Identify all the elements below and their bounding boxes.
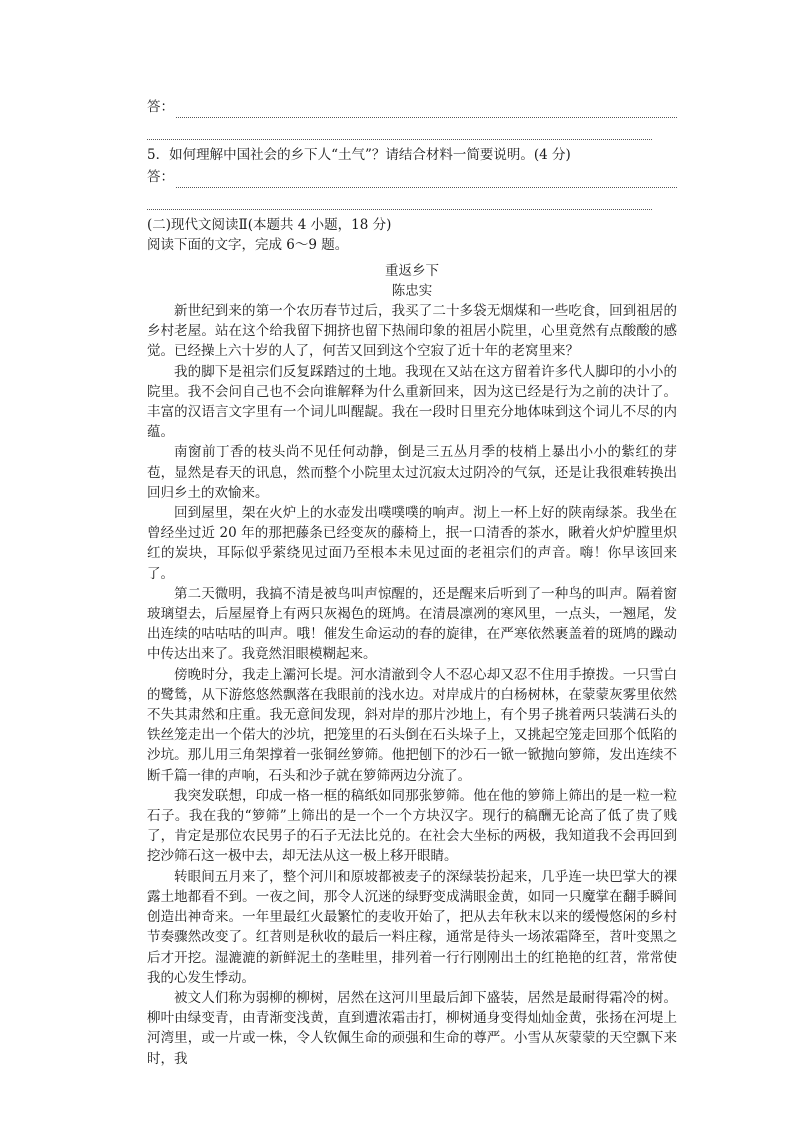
- answer-label: 答：: [147, 169, 174, 185]
- answer-dotted-line: [176, 174, 677, 188]
- article-paragraph: 我的脚下是祖宗们反复踩踏过的土地。我现在又站在这方留着许多代人脚印的小小的院里。我不会问自己也不会向谁解释为什么重新回来，因为这已经是行为之前的决计了。丰富的汉语言文字里有一个词儿叫醒龊。我在一段时日里充分地体味到这个词儿不尽的内蕴。: [147, 363, 677, 441]
- answer-line-q4-cont: [147, 118, 677, 140]
- answer-line-q5: [147, 166, 677, 188]
- answer-dotted-line: [176, 104, 677, 118]
- instruction: 阅读下面的文字，完成 6～9 题。: [147, 237, 349, 253]
- answer-dotted-line: [147, 196, 652, 210]
- answer-line-q5-cont: [147, 188, 677, 210]
- article-paragraph: 我突发联想，印成一格一框的稿纸如同那张箩筛。他在他的箩筛上筛出的是一粒一粒石子。我在我的“箩筛”上筛出的是一个一个方块汉字。现行的稿酬无论高了低了贵了贱了，肯定是那位农民男子的石子无法比兑的。在社会大坐标的两极，我知道我不会再回到挖沙筛石这一极中去，却无法从这一极上移开眼睛。: [147, 787, 677, 865]
- question-5: 5．如何理解中国社会的乡下人“土气”？请结合材料一简要说明。(4 分): [147, 147, 571, 163]
- section-heading: (二)现代文阅读Ⅱ(本题共 4 小题，18 分): [147, 217, 392, 233]
- document-page: [147, 96, 677, 1069]
- answer-label: 答：: [147, 99, 174, 115]
- article-paragraph: 第二天微明，我搞不清是被鸟叫声惊醒的，还是醒来后听到了一种鸟的叫声。隔着窗玻璃望去，后屋屋脊上有两只灰褐色的斑鸠。在清晨凛冽的寒风里，一点头，一翘尾，发出连续的咕咕咕的叫声。哦！催发生命运动的春的旋律，在严寒依然裹盖着的斑鸠的躁动中传达出来了。我竟然泪眼模糊起来。: [147, 585, 677, 663]
- article-paragraph: 新世纪到来的第一个农历春节过后，我买了二十多袋无烟煤和一些吃食，回到祖居的乡村老屋。站在这个给我留下拥挤也留下热闹印象的祖居小院里，心里竟然有点酸酸的感觉。已经操上六十岁的人了，何苦又回到这个空寂了近十年的老窝里来？: [147, 303, 677, 360]
- answer-dotted-line: [147, 126, 652, 140]
- article-paragraph: 傍晚时分，我走上灞河长堤。河水清澈到令人不忍心却又忍不住用手撩拨。一只雪白的鹭鸶，从下游悠悠然飘落在我眼前的浅水边。对岸成片的白杨树林，在蒙蒙灰雾里依然不失其肃然和庄重。我无意间发现，斜对岸的那片沙地上，有个男子挑着两只装满石头的铁丝笼走出一个偌大的沙坑，把笼里的石头倒在石头垛子上，又挑起空笼走回那个低陷的沙坑。那儿用三角架撑着一张铜丝箩筛。他把刨下的沙石一锨一锨抛向箩筛，发出连续不断千篇一律的声响，石头和沙子就在箩筛两边分流了。: [147, 666, 677, 784]
- article-paragraph: 转眼间五月来了，整个河川和原坡都被麦子的深绿装扮起来，几乎连一块巴掌大的裸露土地都看不到。一夜之间，那令人沉迷的绿野变成满眼金黄，如同一只魔掌在翻手瞬间创造出神奇来。一年里最红火最繁忙的麦收开始了，把从去年秋末以来的缓慢悠闲的乡村节奏骤然改变了。红苕则是秋收的最后一料庄稼，通常是待头一场浓霜降至，苕叶变黑之后才开挖。湿漉漉的新鲜泥土的垄畦里，排列着一行行刚刚出土的红艳艳的红苕，常常使我的心发生悸动。: [147, 868, 677, 986]
- article-paragraph: 南窗前丁香的枝头尚不见任何动静，倒是三五丛月季的枝梢上暴出小小的紫红的芽苞，显然是春天的讯息，然而整个小院里太过沉寂太过阴冷的气氛，还是让我很难转换出回归乡土的欢愉来。: [147, 444, 677, 501]
- article-paragraph: 回到屋里，架在火炉上的水壶发出噗噗噗的响声。沏上一杯上好的陕南绿茶。我坐在曾经坐过近 20 年的那把藤条已经变灰的藤椅上，抿一口清香的茶水，瞅着火炉炉膛里炽红的炭块，耳际似乎萦绕见过面乃至根本未见过面的老祖宗们的声音。嗨！你早该回来了。: [147, 505, 677, 582]
- article-paragraph: 被文人们称为弱柳的柳树，居然在这河川里最后卸下盛装，居然是最耐得霜冷的树。柳叶由绿变青，由青渐变浅黄，直到遭浓霜击打，柳树通身变得灿灿金黄，张扬在河堤上河湾里，或一片或一株，令人钦佩生命的顽强和生命的尊严。小雪从灰蒙蒙的天空飘下来时，我: [147, 989, 677, 1067]
- answer-line-q4: [147, 96, 677, 118]
- article-body: [147, 301, 677, 1069]
- article-author: 陈忠实: [391, 283, 433, 299]
- article-title: 重返乡下: [385, 263, 439, 279]
